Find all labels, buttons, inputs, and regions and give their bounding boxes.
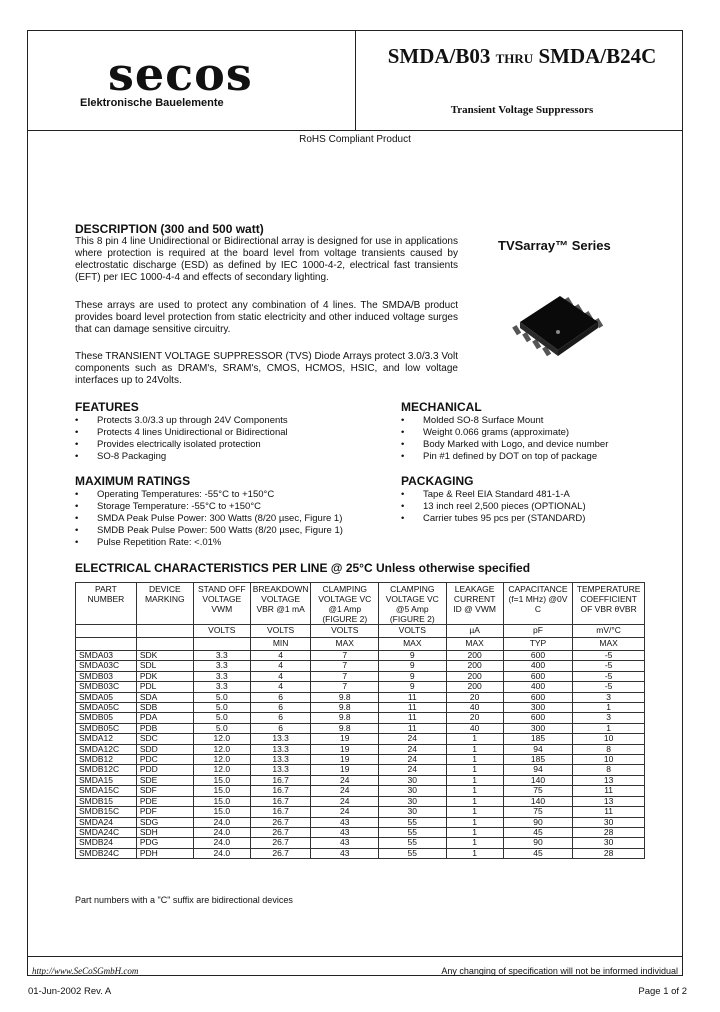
table-cell: 9 [379, 661, 447, 671]
table-cell: SMDA15C [76, 786, 137, 796]
table-cell: 75 [503, 786, 573, 796]
table-cell: 1 [446, 796, 503, 806]
table-row [76, 651, 645, 661]
table-cell: 24 [311, 786, 379, 796]
limit-cell: MAX [311, 638, 379, 651]
list-item: • Carrier tubes 95 pcs per (STANDARD) [401, 513, 586, 525]
table-cell: 7 [311, 661, 379, 671]
table-cell: 13.3 [250, 765, 311, 775]
table-cell: 4 [250, 651, 311, 661]
table-cell: 30 [379, 786, 447, 796]
table-cell: -5 [573, 661, 645, 671]
table-cell: 55 [379, 848, 447, 858]
title-part-b: SMDA/B24C [538, 44, 657, 68]
table-cell: 1 [446, 734, 503, 744]
table-cell: SMDA03C [76, 661, 137, 671]
unit-cell: mV/°C [573, 625, 645, 638]
table-cell: SMDB12C [76, 765, 137, 775]
table-cell: SMDA05 [76, 692, 137, 702]
table-cell: 7 [311, 671, 379, 681]
table-cell: 30 [379, 796, 447, 806]
table-cell: 1 [573, 723, 645, 733]
table-cell: 400 [503, 661, 573, 671]
table-cell: 200 [446, 682, 503, 692]
table-row [76, 713, 645, 723]
bidirectional-note: Part numbers with a "C" suffix are bidirectional devices [75, 895, 293, 905]
table-cell: 24 [379, 744, 447, 754]
table-cell: SMDB24 [76, 838, 137, 848]
table-cell: 13.3 [250, 755, 311, 765]
table-cell: 5.0 [193, 692, 250, 702]
table-cell: SDE [136, 775, 193, 785]
table-cell: 13 [573, 775, 645, 785]
table-cell: 24.0 [193, 848, 250, 858]
table-header-row [76, 583, 645, 625]
table-cell: 43 [311, 838, 379, 848]
table-cell: 185 [503, 734, 573, 744]
series-label: TVSarray™ Series [498, 238, 611, 253]
table-cell: 20 [446, 713, 503, 723]
table-cell: SMDB15C [76, 807, 137, 817]
table-cell: 24.0 [193, 838, 250, 848]
revision-date: 01-Jun-2002 Rev. A [28, 986, 112, 997]
table-cell: 13 [573, 796, 645, 806]
table-cell: 1 [573, 703, 645, 713]
table-cell: SMDB05C [76, 723, 137, 733]
table-cell: 12.0 [193, 744, 250, 754]
limit-cell: TYP [503, 638, 573, 651]
table-cell: 26.7 [250, 838, 311, 848]
table-row [76, 671, 645, 681]
column-header: PART NUMBER [76, 583, 137, 625]
table-cell: 30 [379, 807, 447, 817]
table-cell: 19 [311, 734, 379, 744]
table-cell: 1 [446, 775, 503, 785]
table-cell: 43 [311, 817, 379, 827]
list-item: • SMDA Peak Pulse Power: 300 Watts (8/20 µsec, Figure 1) [75, 513, 343, 525]
unit-cell [136, 625, 193, 638]
table-cell: SMDA24 [76, 817, 137, 827]
unit-cell: VOLTS [250, 625, 311, 638]
footer-rule [27, 956, 683, 957]
table-cell: 400 [503, 682, 573, 692]
table-cell: 7 [311, 682, 379, 692]
header-divider [355, 30, 356, 130]
table-cell: 4 [250, 671, 311, 681]
table-cell: 26.7 [250, 827, 311, 837]
table-cell: 9 [379, 671, 447, 681]
table-cell: 12.0 [193, 734, 250, 744]
table-cell: 11 [379, 713, 447, 723]
table-cell: 3.3 [193, 682, 250, 692]
unit-cell [76, 625, 137, 638]
table-cell: SMDA12C [76, 744, 137, 754]
limit-cell [136, 638, 193, 651]
table-limits-row [76, 638, 645, 651]
table-body [76, 651, 645, 859]
table-cell: 94 [503, 744, 573, 754]
table-cell: 28 [573, 827, 645, 837]
table-cell: 1 [446, 817, 503, 827]
table-cell: SMDB12 [76, 755, 137, 765]
table-cell: 30 [573, 838, 645, 848]
table-cell: 185 [503, 755, 573, 765]
column-header: BREAKDOWN VOLTAGE VBR @1 mA [250, 583, 311, 625]
table-cell: PDF [136, 807, 193, 817]
table-row [76, 786, 645, 796]
table-cell: 24 [379, 734, 447, 744]
table-cell: 90 [503, 817, 573, 827]
description-paragraph-3: These TRANSIENT VOLTAGE SUPPRESSOR (TVS) Diode Arrays protect 3.0/3.3 Volt components such as DRAM's, SRAM's, CMOS, HCMOS, HSIC, and low voltage interfaces up to 24Volts. [75, 351, 458, 386]
table-cell: 3 [573, 692, 645, 702]
mechanical-list [401, 415, 608, 463]
packaging-list [401, 489, 586, 525]
unit-cell: pF [503, 625, 573, 638]
table-cell: 200 [446, 661, 503, 671]
table-cell: 9.8 [311, 692, 379, 702]
table-cell: 300 [503, 703, 573, 713]
table-cell: 13.3 [250, 744, 311, 754]
list-item: • Pin #1 defined by DOT on top of package [401, 451, 608, 463]
table-cell: SDH [136, 827, 193, 837]
table-cell: 9.8 [311, 723, 379, 733]
table-cell: SDL [136, 661, 193, 671]
list-item: • Operating Temperatures: -55°C to +150°C [75, 489, 343, 501]
table-row [76, 661, 645, 671]
table-cell: 1 [446, 827, 503, 837]
table-cell: SMDA15 [76, 775, 137, 785]
table-row [76, 775, 645, 785]
table-cell: SMDA05C [76, 703, 137, 713]
document-subtitle: Transient Voltage Suppressors [450, 104, 594, 116]
table-cell: 13.3 [250, 734, 311, 744]
table-row [76, 838, 645, 848]
table-cell: 11 [573, 786, 645, 796]
column-header: TEMPERATURE COEFFICIENT OF VBR θVBR [573, 583, 645, 625]
table-cell: 4 [250, 682, 311, 692]
title-part-a: SMDA/B03 [387, 44, 491, 68]
table-cell: PDG [136, 838, 193, 848]
table-cell: 11 [379, 703, 447, 713]
table-cell: 94 [503, 765, 573, 775]
list-item: • Storage Temperature: -55°C to +150°C [75, 501, 343, 513]
list-item: • Tape & Reel EIA Standard 481-1-A [401, 489, 586, 501]
table-cell: 55 [379, 827, 447, 837]
company-tagline: Elektronische Bauelemente [80, 97, 224, 109]
table-cell: PDE [136, 796, 193, 806]
table-cell: SDG [136, 817, 193, 827]
rohs-label: RoHS Compliant Product [299, 134, 411, 145]
list-item: • Protects 4 lines Unidirectional or Bidirectional [75, 427, 288, 439]
limit-cell: MAX [446, 638, 503, 651]
list-item: • Molded SO-8 Surface Mount [401, 415, 608, 427]
table-cell: 5.0 [193, 703, 250, 713]
table-cell: 15.0 [193, 796, 250, 806]
list-item: • Protects 3.0/3.3 up through 24V Components [75, 415, 288, 427]
list-item: • SO-8 Packaging [75, 451, 288, 463]
table-cell: 30 [573, 817, 645, 827]
table-cell: 24 [311, 796, 379, 806]
packaging-heading: PACKAGING [401, 474, 474, 488]
table-cell: 19 [311, 755, 379, 765]
description-heading: DESCRIPTION (300 and 500 watt) [75, 222, 264, 236]
table-cell: 6 [250, 703, 311, 713]
table-cell: PDC [136, 755, 193, 765]
features-list [75, 415, 288, 463]
table-cell: 1 [446, 755, 503, 765]
unit-cell: µA [446, 625, 503, 638]
limit-cell: MIN [250, 638, 311, 651]
table-row [76, 682, 645, 692]
table-cell: SDA [136, 692, 193, 702]
table-cell: 600 [503, 692, 573, 702]
table-cell: SDF [136, 786, 193, 796]
column-header: CLAMPING VOLTAGE VC @1 Amp (FIGURE 2) [311, 583, 379, 625]
table-cell: 19 [311, 744, 379, 754]
table-row [76, 796, 645, 806]
table-cell: 1 [446, 744, 503, 754]
table-row [76, 827, 645, 837]
table-cell: 16.7 [250, 807, 311, 817]
table-cell: -5 [573, 682, 645, 692]
table-cell: 11 [573, 807, 645, 817]
table-cell: 6 [250, 713, 311, 723]
table-cell: SMDB24C [76, 848, 137, 858]
table-cell: 24.0 [193, 827, 250, 837]
table-cell: 28 [573, 848, 645, 858]
electrical-table-heading: ELECTRICAL CHARACTERISTICS PER LINE @ 25°C Unless otherwise specified [75, 561, 531, 575]
table-row [76, 744, 645, 754]
table-cell: 26.7 [250, 817, 311, 827]
column-header: CAPACITANCE (f=1 MHz) @0V C [503, 583, 573, 625]
table-cell: 9.8 [311, 703, 379, 713]
table-cell: 5.0 [193, 723, 250, 733]
table-cell: 24.0 [193, 817, 250, 827]
table-cell: 15.0 [193, 807, 250, 817]
table-cell: 9.8 [311, 713, 379, 723]
table-cell: 24 [311, 775, 379, 785]
unit-cell: VOLTS [379, 625, 447, 638]
unit-cell: VOLTS [193, 625, 250, 638]
table-cell: 3.3 [193, 651, 250, 661]
column-header: STAND OFF VOLTAGE VWM [193, 583, 250, 625]
table-cell: 600 [503, 671, 573, 681]
table-cell: 600 [503, 713, 573, 723]
table-cell: SMDA12 [76, 734, 137, 744]
table-cell: SMDB03C [76, 682, 137, 692]
table-cell: SMDB15 [76, 796, 137, 806]
table-cell: 9 [379, 651, 447, 661]
table-cell: 1 [446, 807, 503, 817]
column-header: LEAKAGE CURRENT ID @ VWM [446, 583, 503, 625]
table-cell: 43 [311, 848, 379, 858]
table-cell: 11 [379, 692, 447, 702]
table-cell: SMDB03 [76, 671, 137, 681]
table-cell: 1 [446, 765, 503, 775]
table-cell: 26.7 [250, 848, 311, 858]
list-item: • Provides electrically isolated protection [75, 439, 288, 451]
limit-cell: MAX [573, 638, 645, 651]
table-cell: 55 [379, 817, 447, 827]
table-cell: 40 [446, 723, 503, 733]
table-cell: 8 [573, 744, 645, 754]
description-paragraph-1: This 8 pin 4 line Unidirectional or Bidirectional array is designed for use in applications where protection is required at the board level from voltage transients caused by electrostatic discharge (ESD) as defined by IEC 1000-4-2, electrical fast transients (EFT) per IEC 1000-4-4 and effects of secondary lighting. [75, 236, 458, 283]
table-cell: 10 [573, 755, 645, 765]
mechanical-heading: MECHANICAL [401, 400, 482, 414]
table-cell: 16.7 [250, 786, 311, 796]
table-cell: 90 [503, 838, 573, 848]
table-row [76, 807, 645, 817]
table-cell: 30 [379, 775, 447, 785]
document-title [362, 44, 682, 69]
table-cell: 12.0 [193, 765, 250, 775]
table-cell: 24 [379, 765, 447, 775]
table-cell: 7 [311, 651, 379, 661]
table-row [76, 703, 645, 713]
table-cell: 40 [446, 703, 503, 713]
table-cell: 8 [573, 765, 645, 775]
company-logo: secos [108, 47, 253, 101]
table-cell: 3 [573, 713, 645, 723]
website-link[interactable]: http://www.SeCoSGmbH.com [32, 966, 139, 976]
header-rule [27, 130, 683, 131]
unit-cell: VOLTS [311, 625, 379, 638]
column-header: DEVICE MARKING [136, 583, 193, 625]
table-cell: 16.7 [250, 775, 311, 785]
table-cell: SMDA24C [76, 827, 137, 837]
table-cell: 15.0 [193, 786, 250, 796]
table-cell: 15.0 [193, 775, 250, 785]
table-cell: 43 [311, 827, 379, 837]
table-cell: 55 [379, 838, 447, 848]
disclaimer-text: Any changing of specification will not be informed individual [441, 966, 678, 976]
table-cell: 3.3 [193, 671, 250, 681]
table-row [76, 755, 645, 765]
table-row [76, 817, 645, 827]
table-cell: 19 [311, 765, 379, 775]
description-paragraph-2: These arrays are used to protect any combination of 4 lines. The SMDA/B product provides board level protection from static electricity and other induced voltage surges that can damage sensitive circuitry. [75, 300, 458, 335]
limit-cell: MAX [379, 638, 447, 651]
table-cell: -5 [573, 651, 645, 661]
table-cell: 1 [446, 838, 503, 848]
limit-cell [193, 638, 250, 651]
table-cell: 200 [446, 651, 503, 661]
table-cell: 140 [503, 775, 573, 785]
table-cell: 1 [446, 848, 503, 858]
table-row [76, 848, 645, 858]
table-cell: PDB [136, 723, 193, 733]
table-cell: 45 [503, 848, 573, 858]
table-cell: 12.0 [193, 755, 250, 765]
table-cell: PDA [136, 713, 193, 723]
table-row [76, 723, 645, 733]
table-cell: 20 [446, 692, 503, 702]
list-item: • Pulse Repetition Rate: <.01% [75, 537, 343, 549]
list-item: • SMDB Peak Pulse Power: 500 Watts (8/20 µsec, Figure 1) [75, 525, 343, 537]
table-cell: -5 [573, 671, 645, 681]
table-cell: SDK [136, 651, 193, 661]
table-cell: SDB [136, 703, 193, 713]
table-row [76, 765, 645, 775]
table-cell: SMDB05 [76, 713, 137, 723]
page-number: Page 1 of 2 [638, 986, 687, 997]
table-cell: SDC [136, 734, 193, 744]
table-cell: 75 [503, 807, 573, 817]
table-cell: 1 [446, 786, 503, 796]
table-row [76, 734, 645, 744]
table-cell: 3.3 [193, 661, 250, 671]
table-cell: 140 [503, 796, 573, 806]
electrical-characteristics-table [75, 582, 645, 859]
table-row [76, 692, 645, 702]
max-ratings-heading: MAXIMUM RATINGS [75, 474, 191, 488]
table-cell: 24 [311, 807, 379, 817]
max-ratings-list [75, 489, 343, 549]
title-thru: THRU [495, 51, 534, 66]
table-cell: PDD [136, 765, 193, 775]
table-cell: 24 [379, 755, 447, 765]
table-cell: 4 [250, 661, 311, 671]
table-cell: SDD [136, 744, 193, 754]
limit-cell [76, 638, 137, 651]
list-item: • Weight 0.066 grams (approximate) [401, 427, 608, 439]
table-cell: 6 [250, 692, 311, 702]
table-cell: 45 [503, 827, 573, 837]
table-cell: SMDA03 [76, 651, 137, 661]
column-header: CLAMPING VOLTAGE VC @5 Amp (FIGURE 2) [379, 583, 447, 625]
table-cell: 11 [379, 723, 447, 733]
list-item: • 13 inch reel 2,500 pieces (OPTIONAL) [401, 501, 586, 513]
table-units-row [76, 625, 645, 638]
table-cell: PDH [136, 848, 193, 858]
table-cell: 300 [503, 723, 573, 733]
table-cell: PDL [136, 682, 193, 692]
table-cell: 5.0 [193, 713, 250, 723]
list-item: • Body Marked with Logo, and device number [401, 439, 608, 451]
table-cell: 6 [250, 723, 311, 733]
features-heading: FEATURES [75, 400, 139, 414]
table-cell: 9 [379, 682, 447, 692]
so8-package-image [508, 292, 608, 362]
table-cell: 600 [503, 651, 573, 661]
table-cell: 200 [446, 671, 503, 681]
table-cell: 10 [573, 734, 645, 744]
table-cell: 16.7 [250, 796, 311, 806]
table-cell: PDK [136, 671, 193, 681]
